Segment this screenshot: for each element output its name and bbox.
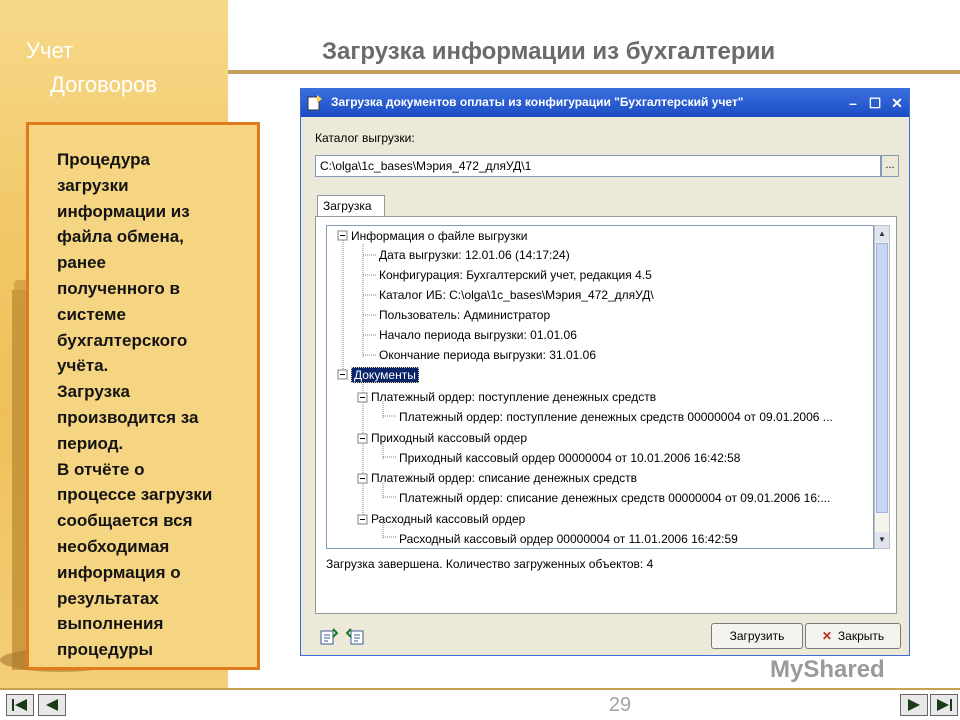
last-slide-button[interactable]	[930, 694, 958, 716]
tree-node-payment-out-doc[interactable]: Платежный ордер: списание денежных средств 00000004 от 09.01.2006 16:...	[399, 491, 831, 505]
page-title: Загрузка информации из бухгалтерии	[322, 38, 776, 65]
tree-node-payment-in[interactable]: Платежный ордер: поступление денежных средств	[371, 390, 657, 404]
brand-line-2: Договоров	[50, 72, 157, 97]
tree-node-period-end[interactable]: Окончание периода выгрузки: 31.01.06	[379, 348, 597, 362]
maximize-button[interactable]: ☐	[868, 95, 882, 111]
load-button[interactable]	[711, 623, 803, 649]
tree-node-cash-expense[interactable]: Расходный кассовый ордер	[371, 512, 526, 526]
scroll-down-arrow-icon[interactable]: ▼	[875, 532, 889, 548]
previous-slide-button[interactable]	[38, 694, 66, 716]
tab-load[interactable]: Загрузка	[317, 195, 385, 217]
app-icon	[307, 94, 323, 112]
window-title: Загрузка документов оплаты из конфигурации "Бухгалтерский учет"	[331, 95, 744, 109]
tree-node-user[interactable]: Пользователь: Администратор	[379, 308, 551, 322]
tree-node-export-date[interactable]: Дата выгрузки: 12.01.06 (14:17:24)	[379, 248, 570, 262]
collapse-all-icon[interactable]	[345, 627, 365, 647]
tree-node-file-info[interactable]: Информация о файле выгрузки	[351, 229, 528, 243]
slide-footer	[0, 688, 960, 720]
title-underline	[228, 70, 960, 74]
tree-node-period-start[interactable]: Начало периода выгрузки: 01.01.06	[379, 328, 577, 342]
tree-node-documents[interactable]: Документы	[351, 365, 419, 385]
scroll-thumb[interactable]	[876, 243, 888, 513]
first-slide-button[interactable]	[6, 694, 34, 716]
next-slide-icon	[901, 695, 927, 715]
watermark: MyShared	[770, 656, 885, 683]
next-slide-button[interactable]	[900, 694, 928, 716]
result-tree	[326, 225, 874, 549]
tree-node-cash-receipt-doc[interactable]: Приходный кассовый ордер 00000004 от 10.01.2006 16:42:58	[399, 451, 741, 465]
first-slide-icon	[7, 695, 33, 715]
minimize-button[interactable]: –	[849, 95, 857, 111]
tab-panel	[315, 216, 897, 614]
tree-scrollbar[interactable]	[874, 225, 890, 549]
close-x-icon: ✕	[821, 629, 832, 643]
close-button-label: Закрыть	[837, 629, 885, 643]
expand-all-icon[interactable]	[319, 627, 339, 647]
catalog-label: Каталог выгрузки:	[315, 131, 415, 145]
load-button-label: Загрузить	[729, 629, 785, 643]
tree-node-cash-receipt[interactable]: Приходный кассовый ордер	[371, 431, 528, 445]
catalog-path-input[interactable]: C:\olga\1c_bases\Мэрия_472_дляУД\1	[315, 155, 881, 177]
load-status-text: Загрузка завершена. Количество загруженных объектов: 4	[326, 557, 654, 571]
tree-node-configuration[interactable]: Конфигурация: Бухгалтерский учет, редакция 4.5	[379, 268, 652, 282]
close-window-button[interactable]: ✕	[891, 95, 903, 111]
page-number: 29	[608, 694, 632, 716]
load-dialog-window	[300, 88, 910, 656]
tree-node-payment-out[interactable]: Платежный ордер: списание денежных средств	[371, 471, 637, 485]
description-box	[26, 122, 260, 670]
close-button[interactable]	[805, 623, 901, 649]
tree-node-ib-catalog[interactable]: Каталог ИБ: C:\olga\1c_bases\Мэрия_472_дляУД\	[379, 288, 654, 302]
last-slide-icon	[931, 695, 957, 715]
brand-line-1: Учет	[26, 38, 74, 63]
scroll-up-arrow-icon[interactable]: ▲	[875, 226, 889, 242]
tree-node-payment-in-doc[interactable]: Платежный ордер: поступление денежных средств 00000004 от 09.01.2006 ...	[399, 410, 833, 424]
tree-node-cash-expense-doc[interactable]: Расходный кассовый ордер 00000004 от 11.01.2006 16:42:59	[399, 532, 738, 546]
description-text: Процедура загрузки информации из файла обмена, ранее полученного в системе бухгалтерского учёта. Загрузка производится за период. В отчёте о процессе загрузки сообщается вся необходимая информация о результатах выполнения процедуры	[57, 150, 213, 660]
window-title-bar[interactable]	[301, 89, 909, 117]
browse-button[interactable]: ...	[881, 155, 899, 177]
previous-slide-icon	[39, 695, 65, 715]
